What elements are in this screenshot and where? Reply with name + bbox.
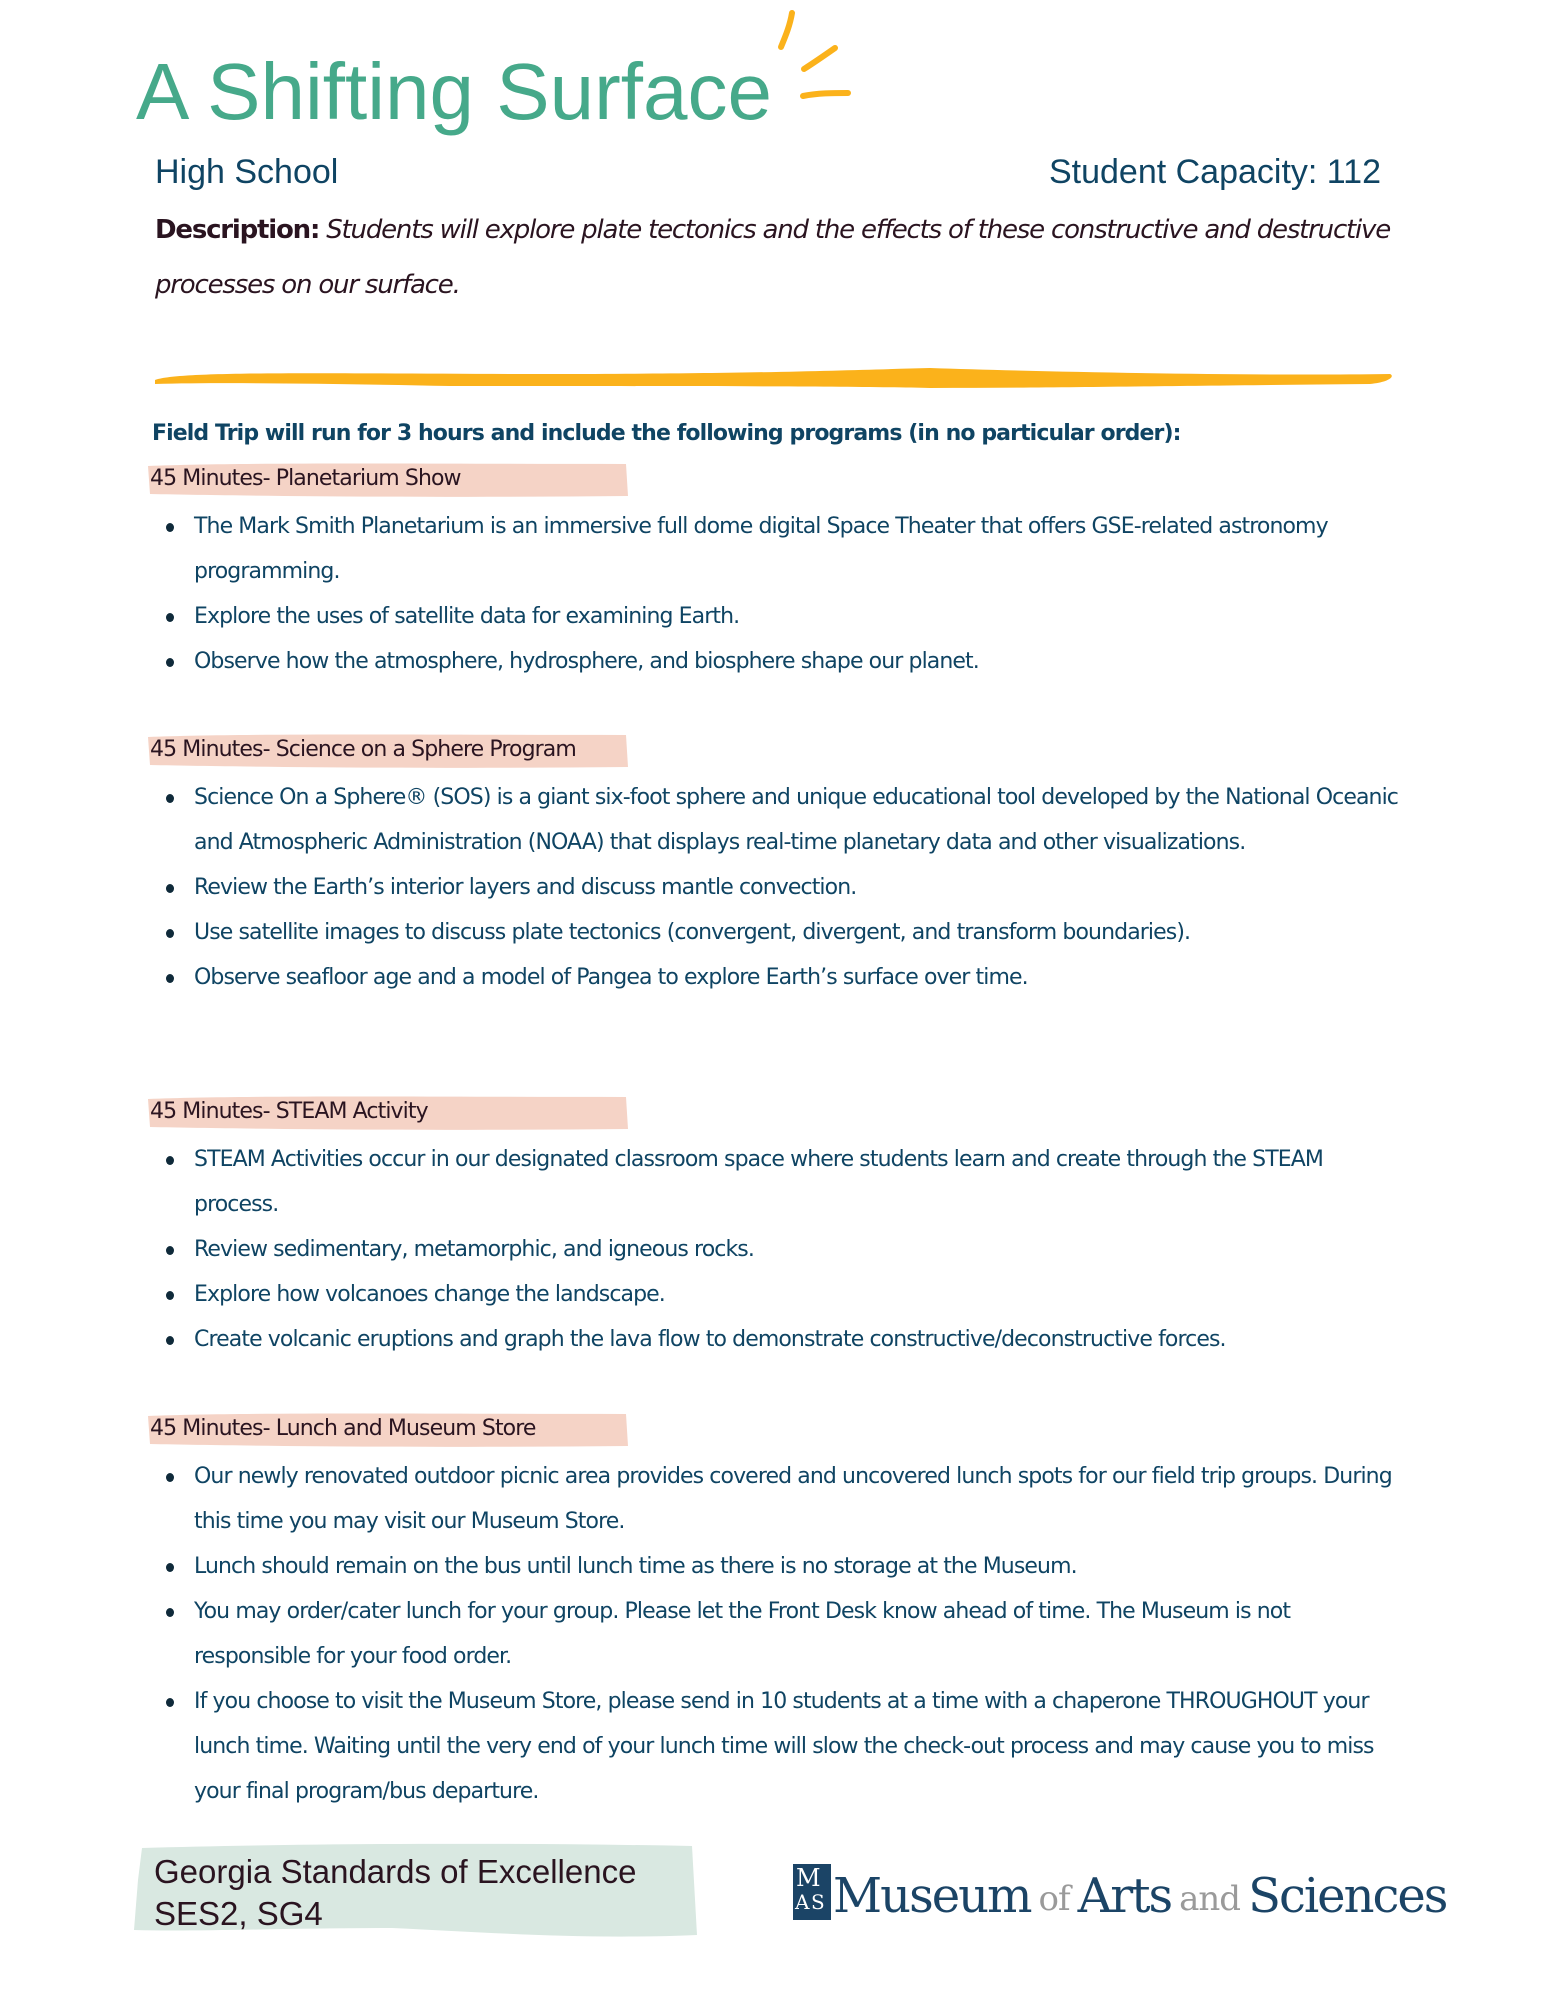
bullet-list: [150, 1454, 1400, 1814]
sparkle-icon: [760, 0, 860, 110]
bullet-icon: [166, 1156, 174, 1165]
list-item: Use satellite images to discuss plate tectonics (convergent, divergent, and transform boundaries).: [194, 910, 1400, 955]
description-label: Description:: [155, 215, 320, 245]
page-title: A Shifting Surface: [136, 47, 772, 136]
list-item: Lunch should remain on the bus until lunch time as there is no storage at the Museum.: [194, 1544, 1400, 1589]
logo-word: Museum: [833, 1868, 1031, 1924]
section-heading: 45 Minutes- Science on a Sphere Program: [150, 733, 576, 769]
standards-title: Georgia Standards of Excellence: [154, 1853, 637, 1890]
grade-level: High School: [155, 153, 339, 191]
bullet-icon: [166, 1698, 174, 1707]
list-item: Create volcanic eruptions and graph the lava flow to demonstrate constructive/deconstructive forces.: [194, 1317, 1400, 1362]
bullet-icon: [166, 1336, 174, 1345]
bullet-icon: [166, 613, 174, 622]
bullet-icon: [166, 884, 174, 893]
mas-monogram-icon: M A S: [793, 1864, 831, 1920]
bullet-list: [150, 1137, 1400, 1362]
list-item: Observe seafloor age and a model of Pangea to explore Earth’s surface over time.: [194, 955, 1400, 1000]
description: [155, 203, 1395, 313]
bullet-icon: [166, 1563, 174, 1572]
logo-word: and: [1179, 1879, 1241, 1920]
description-text: Students will explore plate tectonics and the effects of these constructive and destructive processes on our surface.: [155, 215, 1391, 300]
list-item: Observe how the atmosphere, hydrosphere, and biosphere shape our planet.: [194, 639, 1400, 684]
bullet-list: [150, 775, 1400, 1000]
program-section-lunch: [150, 1412, 1400, 1814]
standards-box: [132, 1840, 702, 1945]
program-section-sphere: [150, 733, 1400, 1000]
bullet-icon: [166, 1473, 174, 1482]
list-item: Review the Earth’s interior layers and discuss mantle convection.: [194, 865, 1400, 910]
program-section-planetarium: [150, 462, 1400, 684]
program-section-steam: [150, 1095, 1400, 1362]
list-item: STEAM Activities occur in our designated classroom space where students learn and create through the STEAM process.: [194, 1137, 1400, 1227]
bullet-icon: [166, 1291, 174, 1300]
bullet-list: [150, 504, 1400, 684]
list-item: The Mark Smith Planetarium is an immersive full dome digital Space Theater that offers GSE-related astronomy programming.: [194, 504, 1400, 594]
bullet-icon: [166, 523, 174, 532]
bullet-icon: [166, 1246, 174, 1255]
student-capacity: Student Capacity: 112: [1048, 153, 1381, 191]
section-heading: 45 Minutes- Lunch and Museum Store: [150, 1412, 536, 1448]
bullet-icon: [166, 974, 174, 983]
list-item: You may order/cater lunch for your group. Please let the Front Desk know ahead of time. The Museum is not responsible for your food order.: [194, 1589, 1400, 1679]
list-item: Our newly renovated outdoor picnic area provides covered and uncovered lunch spots for our field trip groups. During this time you may visit our Museum Store.: [194, 1454, 1400, 1544]
section-heading: 45 Minutes- STEAM Activity: [150, 1095, 428, 1131]
museum-logo: [793, 1855, 1447, 1924]
brush-divider: [150, 362, 1395, 392]
list-item: Explore the uses of satellite data for examining Earth.: [194, 594, 1400, 639]
list-item: Science On a Sphere® (SOS) is a giant six-foot sphere and unique educational tool developed by the National Oceanic and Atmospheric Administration (NOAA) that displays real-time planetary data and other visualizations.: [194, 775, 1400, 865]
bullet-icon: [166, 794, 174, 803]
list-item: If you choose to visit the Museum Store, please send in 10 students at a time with a chaperone THROUGHOUT your lunch time. Waiting until the very end of your lunch time will slow the check-out process and may cause you to miss your final program/bus departure.: [194, 1679, 1400, 1814]
logo-word: of: [1038, 1879, 1070, 1920]
logo-word: Sciences: [1248, 1868, 1447, 1924]
section-heading: 45 Minutes- Planetarium Show: [150, 462, 461, 498]
list-item: Explore how volcanoes change the landscape.: [194, 1272, 1400, 1317]
standards-codes: SES2, SG4: [154, 1894, 323, 1932]
logo-word: Arts: [1077, 1868, 1172, 1924]
bullet-icon: [166, 929, 174, 938]
program-intro: Field Trip will run for 3 hours and include the following programs (in no particular order):: [152, 421, 1181, 446]
list-item: Review sedimentary, metamorphic, and igneous rocks.: [194, 1227, 1400, 1272]
bullet-icon: [166, 1608, 174, 1617]
bullet-icon: [166, 658, 174, 667]
